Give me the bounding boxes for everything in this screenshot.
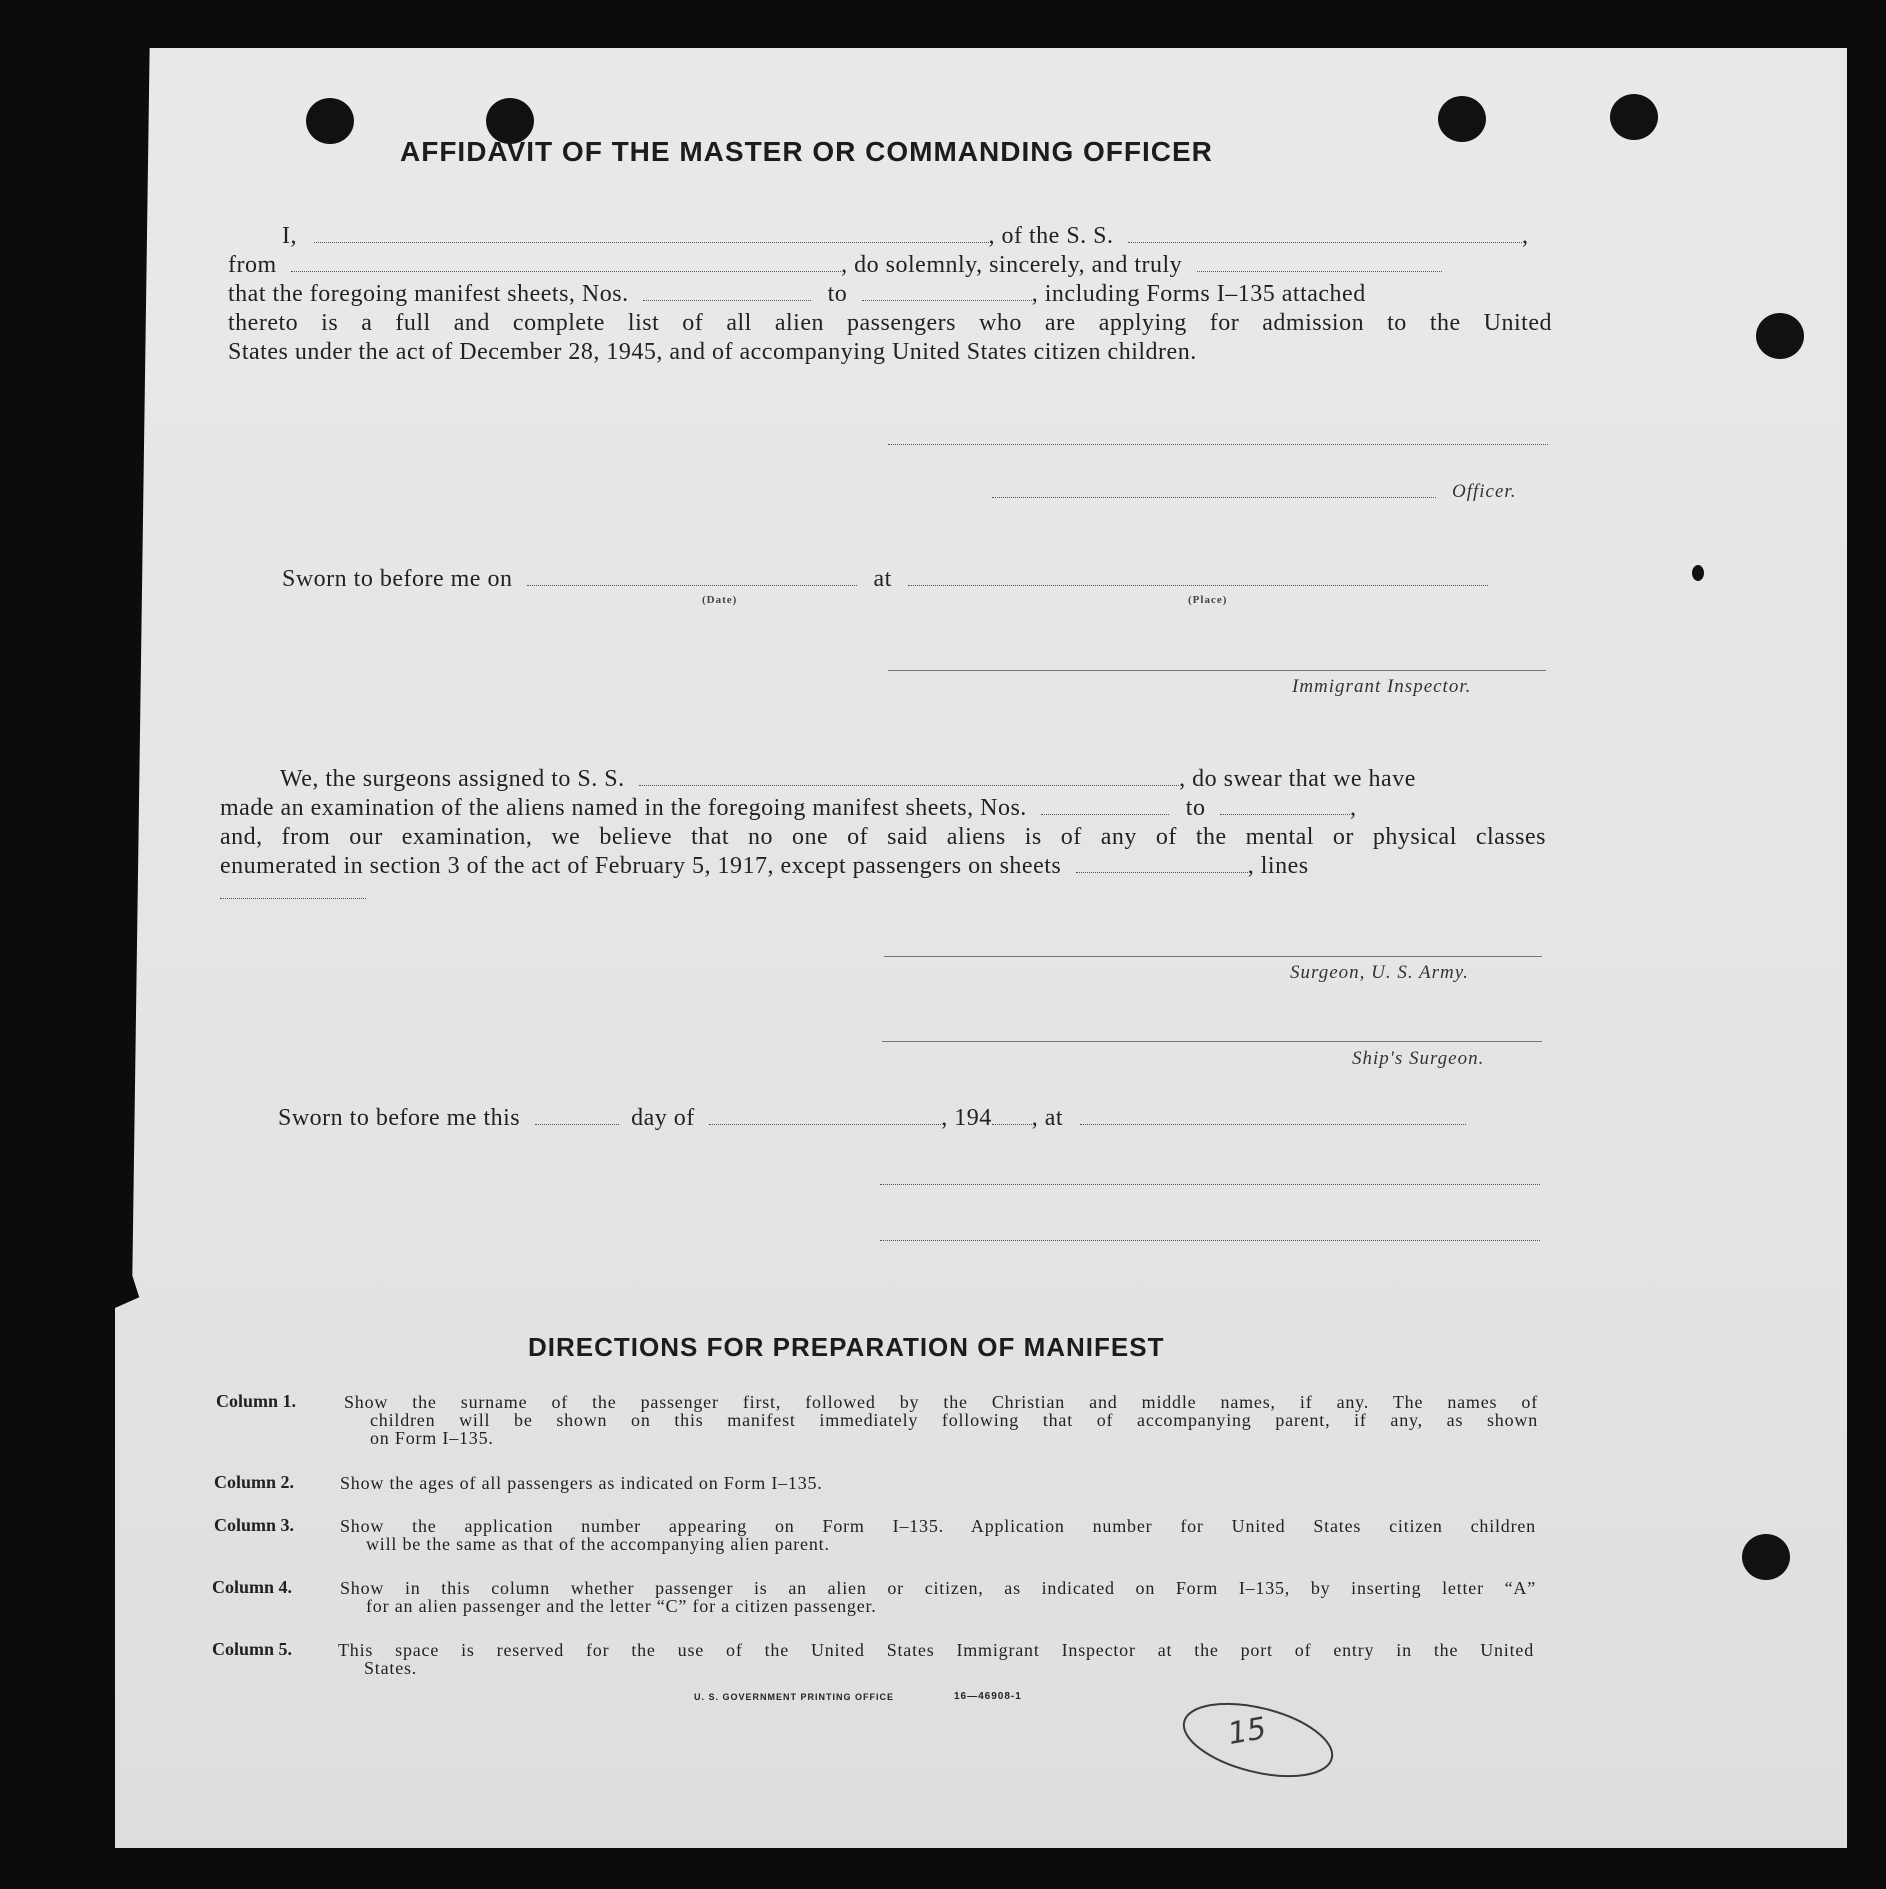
sworn-line-1 (282, 565, 1488, 594)
date-blank[interactable] (527, 584, 857, 586)
surgeons-text: made an examination of the aliens named in the foregoing manifest sheets, Nos. (220, 795, 1027, 821)
month-blank[interactable] (709, 1123, 941, 1125)
ships-surgeon-caption: Ship's Surgeon. (1352, 1048, 1485, 1069)
column-1-line: on Form I–135. (370, 1428, 494, 1448)
column-2-text (340, 1474, 1538, 1492)
directions-title: DIRECTIONS FOR PREPARATION OF MANIFEST (528, 1332, 1165, 1362)
surgeons-line-2 (220, 794, 1546, 823)
surgeons-ship-blank[interactable] (639, 784, 1179, 786)
inspector-caption: Immigrant Inspector. (1292, 676, 1472, 697)
place-caption: (Place) (1188, 594, 1228, 606)
affidavit-text: from (228, 252, 277, 278)
column-3-label: Column 3. (214, 1515, 295, 1535)
column-3-text (340, 1517, 1536, 1553)
column-4-line: for an alien passenger and the letter “C” for a citizen passenger. (366, 1596, 877, 1616)
sworn-text: , at (1031, 1105, 1064, 1131)
surgeons-text: , do swear that we have (1179, 766, 1416, 792)
affidavit-text: , do solemnly, sincerely, and truly (841, 252, 1183, 278)
column-5-label: Column 5. (212, 1639, 293, 1659)
surgeons-text: , lines (1247, 853, 1309, 879)
affidavit-line-3 (228, 280, 1552, 309)
column-4-text (340, 1579, 1536, 1615)
affidavit-text: , of the S. S. (988, 223, 1114, 249)
column-4-label: Column 4. (212, 1577, 293, 1597)
affidavit-text: to (827, 281, 848, 307)
column-5-text (338, 1641, 1534, 1677)
signature-line[interactable] (880, 1240, 1540, 1241)
punch-hole (1610, 94, 1658, 140)
punch-hole (1438, 96, 1486, 142)
oath-blank[interactable] (1197, 270, 1442, 272)
name-blank[interactable] (314, 241, 989, 243)
sworn-line-2 (278, 1104, 1466, 1133)
surgeons-line-3: and, from our examination, we believe that no one of said aliens is of any of the mental or physical classes (220, 824, 1546, 850)
lines-blank[interactable] (220, 898, 366, 899)
column-1-text (344, 1393, 1538, 1447)
surgeons-text: We, the surgeons assigned to S. S. (280, 766, 625, 792)
column-4-line: Show in this column whether passenger is an alien or citizen, as indicated on Form I–135, by inserting letter “A” (340, 1578, 1536, 1598)
inspector-signature-line[interactable] (888, 670, 1546, 671)
signature-line[interactable] (880, 1184, 1540, 1185)
punch-hole (1742, 1534, 1790, 1580)
surgeons-text: to (1185, 795, 1206, 821)
affidavit-title: AFFIDAVIT OF THE MASTER OR COMMANDING OFFICER (400, 136, 1213, 167)
column-3-line: Show the application number appearing on Form I–135. Application number for United States citizen children (340, 1516, 1536, 1536)
column-1-line: children will be shown on this manifest immediately following that of accompanying parent, if any, as shown (370, 1410, 1538, 1430)
form-number: 16—46908‑1 (954, 1691, 1022, 1702)
ships-surgeon-signature-line[interactable] (882, 1041, 1542, 1042)
affidavit-line-5: States under the act of December 28, 1945, and of accompanying United States citizen children. (228, 339, 1197, 365)
punch-hole (306, 98, 354, 144)
army-surgeon-caption: Surgeon, U. S. Army. (1290, 962, 1469, 983)
printer-imprint: U. S. GOVERNMENT PRINTING OFFICE (694, 1692, 895, 1702)
affidavit-line-2 (228, 251, 1552, 280)
surgeons-line-4 (220, 852, 1546, 881)
column-1-label: Column 1. (216, 1391, 297, 1411)
surgeons-to-blank[interactable] (1220, 813, 1350, 815)
officer-caption: Officer. (1452, 481, 1517, 502)
column-5-line: This space is reserved for the use of the United States Immigrant Inspector at the port of entry in the United (338, 1640, 1534, 1660)
from-blank[interactable] (291, 270, 841, 272)
date-caption: (Date) (702, 594, 738, 606)
handwritten-page-number: 15 (1225, 1710, 1269, 1753)
signature-line[interactable] (888, 444, 1548, 445)
sheets-blank[interactable] (1076, 871, 1248, 873)
at-place-blank[interactable] (1080, 1123, 1466, 1125)
column-1-line: Show the surname of the passenger first, followed by the Christian and middle names, if any. The names of (344, 1392, 1538, 1412)
affidavit-text: , including Forms I–135 attached (1031, 281, 1366, 307)
year-blank[interactable] (992, 1123, 1032, 1125)
column-5-line: States. (364, 1658, 418, 1678)
affidavit-text: that the foregoing manifest sheets, Nos. (228, 281, 629, 307)
place-blank[interactable] (908, 584, 1488, 586)
army-surgeon-signature-line[interactable] (884, 956, 1542, 957)
ship-name-blank[interactable] (1128, 241, 1522, 243)
affidavit-line-1 (228, 222, 1552, 251)
surgeons-text: , (1349, 795, 1357, 821)
surgeons-from-blank[interactable] (1041, 813, 1169, 815)
affidavit-text: I, (282, 223, 297, 249)
affidavit-text: , (1522, 223, 1529, 249)
column-2-line: Show the ages of all passengers as indicated on Form I–135. (340, 1473, 823, 1493)
officer-signature-line[interactable] (992, 497, 1436, 498)
surgeons-line-1 (220, 765, 1546, 794)
day-blank[interactable] (535, 1123, 619, 1125)
manifest-to-blank[interactable] (862, 299, 1032, 301)
sworn-text: Sworn to before me this (278, 1105, 521, 1131)
sworn-text: at (873, 566, 892, 592)
sworn-text: Sworn to before me on (282, 566, 513, 592)
column-3-line: will be the same as that of the accompanying alien parent. (366, 1534, 830, 1554)
punch-hole (1756, 313, 1804, 359)
punch-hole (1692, 565, 1704, 581)
affidavit-line-4: thereto is a full and complete list of all alien passengers who are applying for admission to the United (228, 310, 1552, 336)
surgeons-text: enumerated in section 3 of the act of February 5, 1917, except passengers on sheets (220, 853, 1062, 879)
manifest-from-blank[interactable] (643, 299, 811, 301)
column-2-label: Column 2. (214, 1472, 295, 1492)
sworn-text: , 194 (941, 1105, 992, 1131)
sworn-text: day of (631, 1105, 695, 1131)
